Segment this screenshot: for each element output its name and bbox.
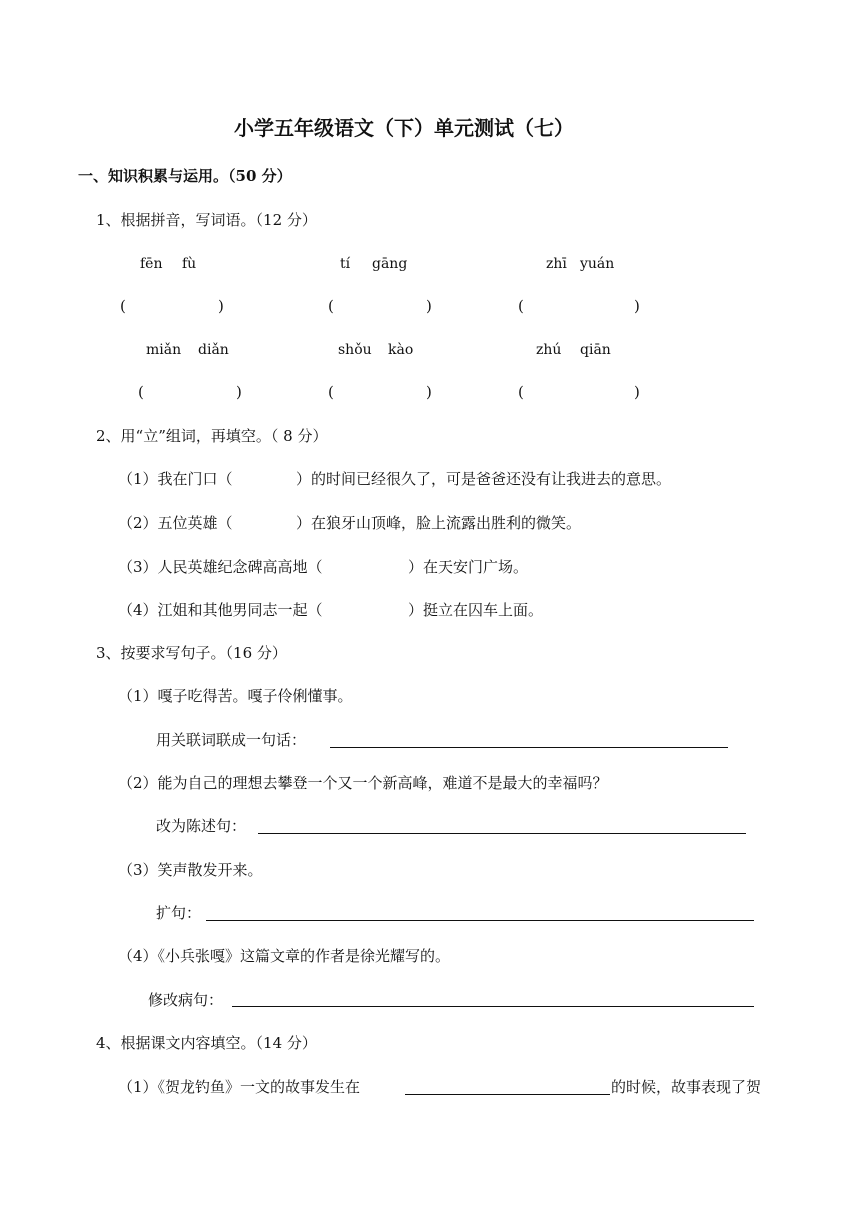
answer-paren-open: ( xyxy=(328,383,334,401)
rewrite-sentence-4: （4）《小兵张嘎》这篇文章的作者是徐光耀写的。 xyxy=(118,947,451,965)
answer-paren-open: ( xyxy=(120,297,126,315)
pinyin-3b: yuán xyxy=(580,256,615,272)
answer-paren-open: ( xyxy=(138,383,144,401)
fill-sentence-4-after: ）挺立在囚车上面。 xyxy=(408,601,544,619)
answer-line[interactable] xyxy=(206,920,754,921)
section-heading: 一、知识积累与运用。（50 分） xyxy=(78,167,292,185)
pinyin-3a: zhī xyxy=(546,256,567,272)
answer-line[interactable] xyxy=(330,747,728,748)
fill-sentence-3-after: ）在天安门广场。 xyxy=(408,558,529,576)
answer-paren-open: ( xyxy=(518,383,524,401)
pinyin-6a: zhú xyxy=(536,342,562,358)
answer-paren-close: ) xyxy=(218,297,224,315)
pinyin-5a: shǒu xyxy=(338,342,372,358)
answer-line[interactable] xyxy=(405,1094,610,1095)
rewrite-sentence-1: （1）嘎子吃得苦。嘎子伶俐懂事。 xyxy=(118,687,353,705)
pinyin-6b: qiān xyxy=(580,342,611,358)
answer-line[interactable] xyxy=(258,833,746,834)
answer-paren-close: ) xyxy=(426,297,432,315)
fill-sentence-4-before: （4）江姐和其他男同志一起（ xyxy=(118,601,323,619)
fill-sentence-2-before: （2）五位英雄（ xyxy=(118,514,233,532)
fill-text-before: （1）《贺龙钓鱼》一文的故事发生在 xyxy=(118,1078,361,1096)
question-3-heading: 3、按要求写句子。（16 分） xyxy=(96,644,287,662)
answer-paren-close: ) xyxy=(634,297,640,315)
pinyin-4b: diǎn xyxy=(198,342,229,358)
fill-sentence-1-after: ）的时间已经很久了，可是爸爸还没有让我进去的意思。 xyxy=(296,470,672,488)
pinyin-2b: gāng xyxy=(372,256,408,272)
rewrite-sentence-3: （3）笑声散发开来。 xyxy=(118,861,263,879)
page-title: 小学五年级语文（下）单元测试（七） xyxy=(234,116,574,140)
answer-line[interactable] xyxy=(232,1006,754,1007)
question-1-heading: 1、根据拼音，写词语。（12 分） xyxy=(96,211,317,229)
rewrite-prompt-3: 扩句： xyxy=(156,904,202,922)
pinyin-1a: fēn xyxy=(140,256,163,272)
question-4-heading: 4、根据课文内容填空。（14 分） xyxy=(96,1034,317,1052)
pinyin-1b: fù xyxy=(182,256,197,272)
answer-paren-close: ) xyxy=(426,383,432,401)
answer-paren-open: ( xyxy=(518,297,524,315)
rewrite-sentence-2: （2）能为自己的理想去攀登一个又一个新高峰，难道不是最大的幸福吗？ xyxy=(118,774,608,792)
fill-sentence-3-before: （3）人民英雄纪念碑高高地（ xyxy=(118,558,323,576)
pinyin-5b: kào xyxy=(388,342,414,358)
answer-paren-open: ( xyxy=(328,297,334,315)
fill-sentence-1-before: （1）我在门口（ xyxy=(118,470,233,488)
pinyin-2a: tí xyxy=(340,256,351,272)
pinyin-4a: miǎn xyxy=(146,342,182,358)
rewrite-prompt-2: 改为陈述句： xyxy=(156,817,247,835)
fill-sentence-2-after: ）在狼牙山顶峰，脸上流露出胜利的微笑。 xyxy=(296,514,582,532)
question-2-heading: 2、用“立”组词，再填空。（ 8 分） xyxy=(96,427,328,445)
answer-paren-close: ) xyxy=(634,383,640,401)
fill-text-after: 的时候，故事表现了贺 xyxy=(611,1078,762,1096)
rewrite-prompt-1: 用关联词联成一句话： xyxy=(156,731,307,749)
answer-paren-close: ) xyxy=(236,383,242,401)
rewrite-prompt-4: 修改病句： xyxy=(148,991,224,1009)
